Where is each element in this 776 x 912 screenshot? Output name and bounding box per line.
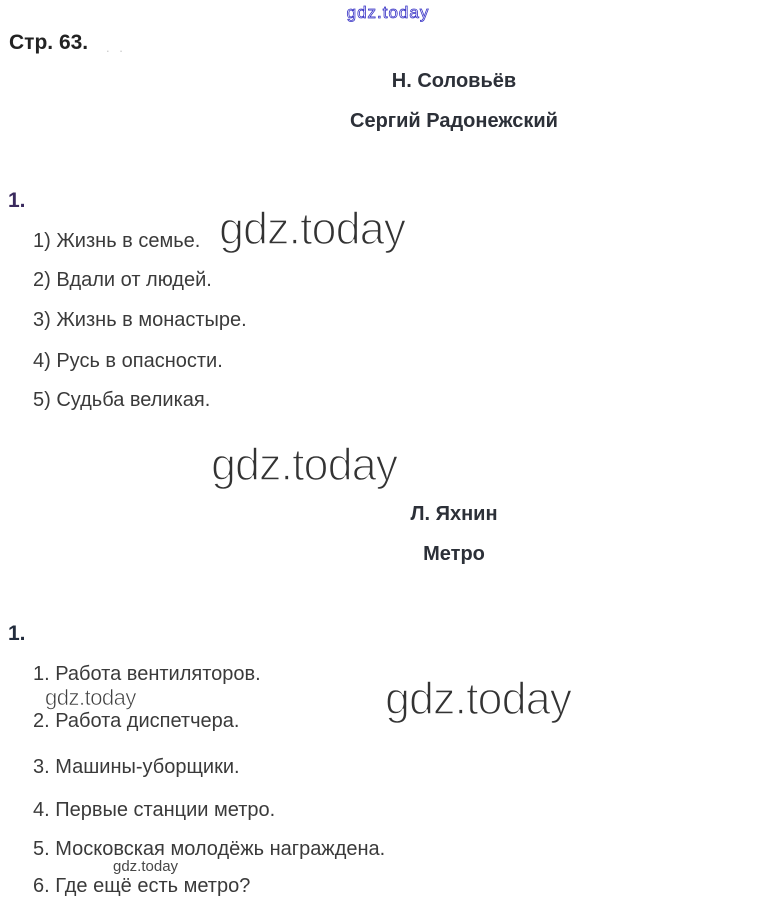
watermark-list2-right: gdz.today: [385, 673, 572, 724]
section1-list-item-2: 2) Вдали от людей.: [33, 269, 212, 291]
section1-list-item-1: 1) Жизнь в семье.: [33, 230, 201, 252]
watermark-middle: gdz.today: [211, 439, 398, 490]
section2-work-title: Метро: [423, 543, 485, 565]
watermark-section1: gdz.today: [219, 203, 406, 254]
section1-author: Н. Соловьёв: [391, 70, 517, 92]
section2-list-item-2: 2. Работа диспетчера.: [33, 710, 240, 732]
section2-list-item-1: 1. Работа вентиляторов.: [33, 663, 261, 685]
section2-list-item-4: 4. Первые станции метро.: [33, 799, 276, 821]
scan-artifact-dots: . .: [106, 40, 126, 55]
watermark-bottom: gdz.today: [113, 858, 179, 875]
section1-task-number: 1.: [8, 189, 26, 212]
section1-work-title: Сергий Радонежский: [350, 110, 558, 132]
section1-list-item-3: 3) Жизнь в монастыре.: [33, 309, 247, 331]
watermark-list2-left: gdz.today: [45, 685, 136, 710]
section1-list-item-5: 5) Судьба великая.: [33, 389, 211, 411]
section2-task-number: 1.: [8, 622, 26, 645]
page-heading: Стр. 63.: [9, 31, 89, 54]
section2-list-item-3: 3. Машины-уборщики.: [33, 756, 240, 778]
section2-list-item-5: 5. Московская молодёжь награждена.: [33, 838, 386, 860]
section2-author: Л. Яхнин: [410, 503, 498, 525]
section1-list-item-4: 4) Русь в опасности.: [33, 350, 223, 372]
watermark-top: gdz.today: [346, 3, 430, 22]
section2-list-item-6: 6. Где ещё есть метро?: [33, 875, 251, 897]
